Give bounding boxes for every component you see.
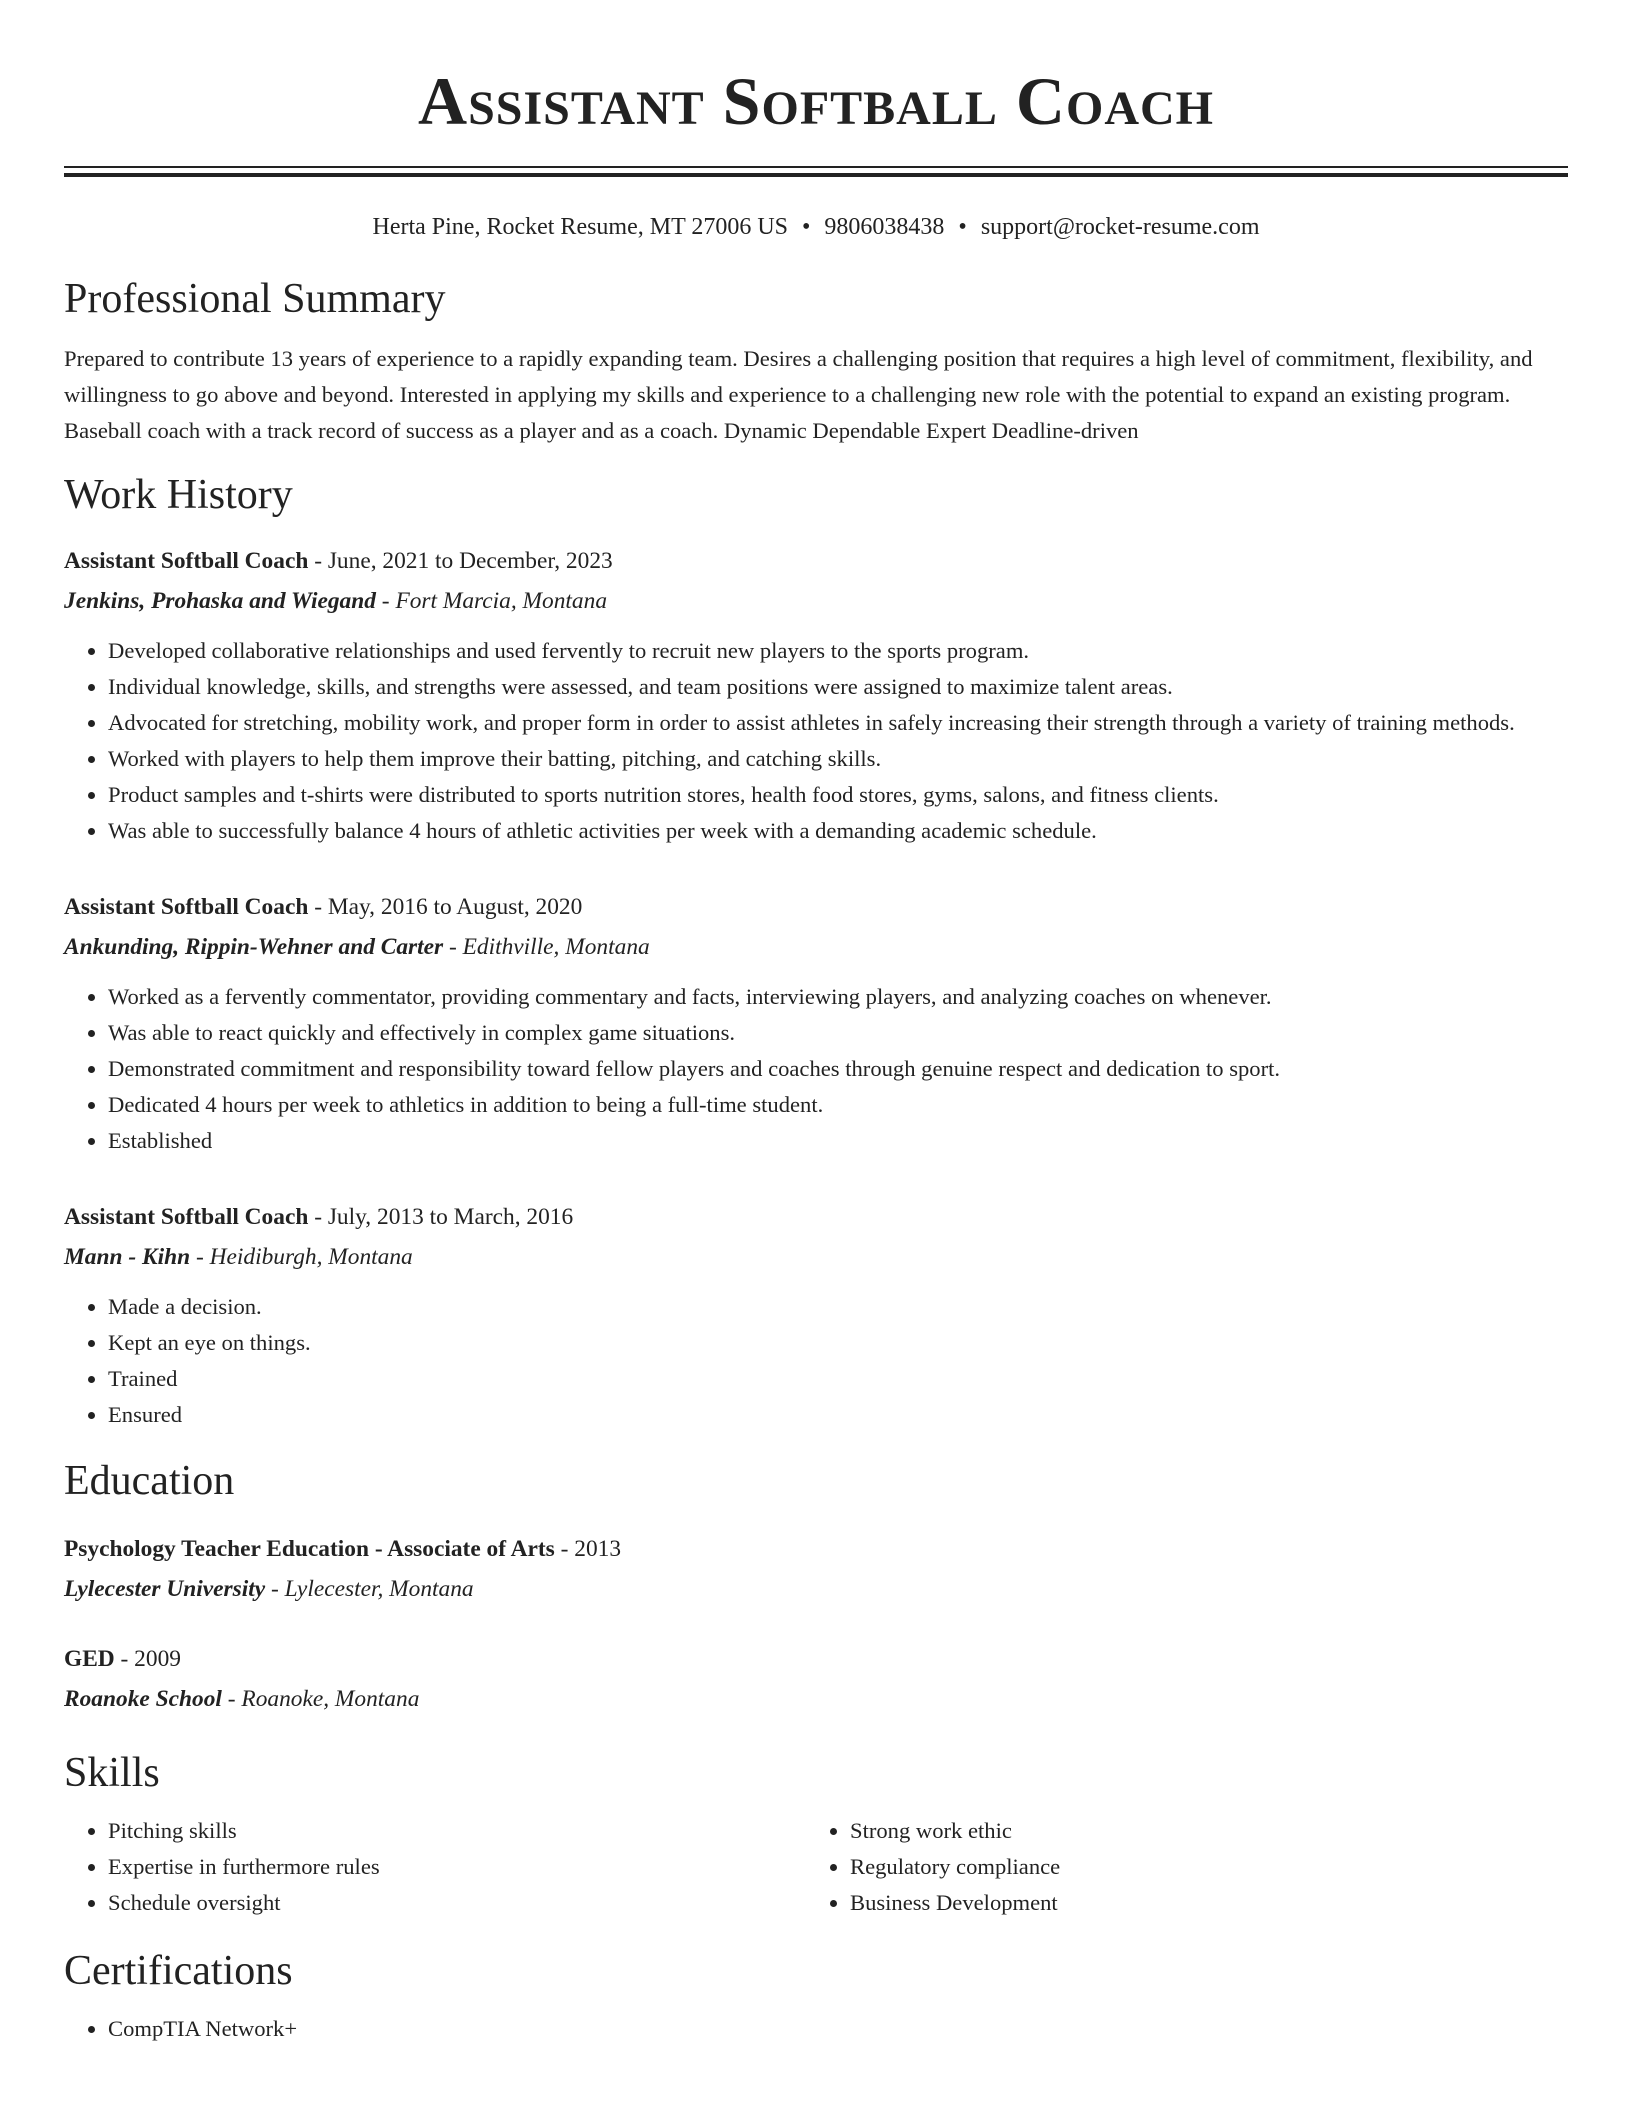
job-title: Assistant Softball Coach	[64, 1204, 309, 1230]
education-school: Roanoke School	[64, 1686, 222, 1712]
section-heading-skills: Skills	[64, 1750, 160, 1796]
job-bullet-list	[64, 1289, 1568, 1433]
education-location: - Roanoke, Montana	[221, 1686, 420, 1712]
job-title: Assistant Softball Coach	[64, 548, 309, 574]
education-degree: GED	[64, 1646, 115, 1672]
job-entry	[64, 1197, 1568, 1433]
skill-item: • Regulatory compliance	[850, 1849, 1548, 1885]
contact-phone: 9806038438	[824, 214, 945, 240]
job-bullet: • Individual knowledge, skills, and strengths were assessed, and team positions were assigned to maximize talent areas.	[108, 669, 1568, 705]
job-bullet: • Dedicated 4 hours per week to athletics in addition to being a full-time student.	[108, 1087, 1568, 1123]
skill-item: • Business Development	[850, 1885, 1548, 1921]
contact-separator: •	[958, 214, 967, 240]
skill-item: • Schedule oversight	[108, 1885, 806, 1921]
resume-title: Assistant Softball Coach	[418, 63, 1214, 139]
contact-line	[64, 211, 1568, 243]
job-bullet: • Developed collaborative relationships and used fervently to recruit new players to the sports program.	[108, 633, 1568, 669]
education-degree: Psychology Teacher Education - Associate of Arts	[64, 1536, 555, 1562]
contact-email: support@rocket-resume.com	[980, 214, 1260, 240]
job-bullet-list	[64, 633, 1568, 849]
summary-text: Prepared to contribute 13 years of experience to a rapidly expanding team. Desires a challenging position that requires a high level of commitment, flexibility, and willingness to go above and beyond. Interested in applying my skills and experience to a challenging new role with the potential to expand an existing program. Baseball coach with a track record of success as a player and as a coach. Dynamic Dependable Expert Deadline-driven	[64, 346, 1533, 443]
section-heading-summary: Professional Summary	[64, 276, 446, 322]
contact-separator: •	[802, 214, 811, 240]
job-dates: - May, 2016 to August, 2020	[308, 894, 583, 920]
education-degree-line	[64, 1639, 1568, 1679]
job-bullet: • Kept an eye on things.	[108, 1325, 1568, 1361]
job-location: - Heidiburgh, Montana	[190, 1244, 413, 1270]
section-heading-certifications: Certifications	[64, 1948, 293, 1994]
education-degree-line	[64, 1529, 1568, 1569]
education-entry	[64, 1639, 1568, 1719]
job-bullet: • Was able to react quickly and effectively in complex game situations.	[108, 1015, 1568, 1051]
education-year: - 2013	[554, 1536, 622, 1562]
skill-item: • Pitching skills	[108, 1813, 806, 1849]
job-bullet: • Worked as a fervently commentator, providing commentary and facts, interviewing players, and analyzing coaches on whenever.	[108, 979, 1568, 1015]
job-bullet: • Demonstrated commitment and responsibility toward fellow players and coaches through genuine respect and dedication to sport.	[108, 1051, 1568, 1087]
job-location: - Fort Marcia, Montana	[375, 588, 608, 614]
skills-grid	[64, 1813, 1568, 1921]
contact-address: Herta Pine, Rocket Resume, MT 27006 US	[372, 214, 788, 240]
section-heading-work-history: Work History	[64, 472, 293, 518]
certification-item: • CompTIA Network+	[108, 2011, 1568, 2047]
job-bullet: • Worked with players to help them improve their batting, pitching, and catching skills.	[108, 741, 1568, 777]
job-bullet: • Trained	[108, 1361, 1568, 1397]
job-company-line	[64, 581, 1568, 621]
certification-list	[64, 2011, 1568, 2047]
job-bullet: • Established	[108, 1123, 1568, 1159]
education-location: - Lylecester, Montana	[265, 1576, 474, 1602]
education-year: - 2009	[114, 1646, 181, 1672]
job-company: Jenkins, Prohaska and Wiegand	[64, 588, 376, 614]
skill-item: • Strong work ethic	[850, 1813, 1548, 1849]
job-entry	[64, 541, 1568, 849]
job-company: Mann - Kihn	[64, 1244, 191, 1270]
job-title-line	[64, 887, 1568, 927]
job-entry	[64, 887, 1568, 1159]
skills-column-right	[806, 1813, 1548, 1921]
title-divider	[64, 166, 1568, 177]
job-title-line	[64, 541, 1568, 581]
education-school-line	[64, 1569, 1568, 1609]
skill-item: • Expertise in furthermore rules	[108, 1849, 806, 1885]
job-bullet: • Product samples and t-shirts were distributed to sports nutrition stores, health food stores, gyms, salons, and fitness clients.	[108, 777, 1568, 813]
job-bullet: • Made a decision.	[108, 1289, 1568, 1325]
job-title-line	[64, 1197, 1568, 1237]
education-school: Lylecester University	[64, 1576, 266, 1602]
skills-column-left	[64, 1813, 806, 1921]
job-company: Ankunding, Rippin-Wehner and Carter	[64, 934, 444, 960]
job-bullet: • Was able to successfully balance 4 hours of athletic activities per week with a demanding academic schedule.	[108, 813, 1568, 849]
job-bullet: • Ensured	[108, 1397, 1568, 1433]
job-dates: - July, 2013 to March, 2016	[308, 1204, 574, 1230]
education-entry	[64, 1529, 1568, 1609]
section-heading-education: Education	[64, 1458, 235, 1504]
job-title: Assistant Softball Coach	[64, 894, 309, 920]
job-company-line	[64, 927, 1568, 967]
education-school-line	[64, 1679, 1568, 1719]
job-bullet-list	[64, 979, 1568, 1159]
job-company-line	[64, 1237, 1568, 1277]
job-bullet: • Advocated for stretching, mobility work, and proper form in order to assist athletes in safely increasing their strength through a variety of training methods.	[108, 705, 1568, 741]
job-dates: - June, 2021 to December, 2023	[308, 548, 613, 574]
job-location: - Edithville, Montana	[443, 934, 650, 960]
